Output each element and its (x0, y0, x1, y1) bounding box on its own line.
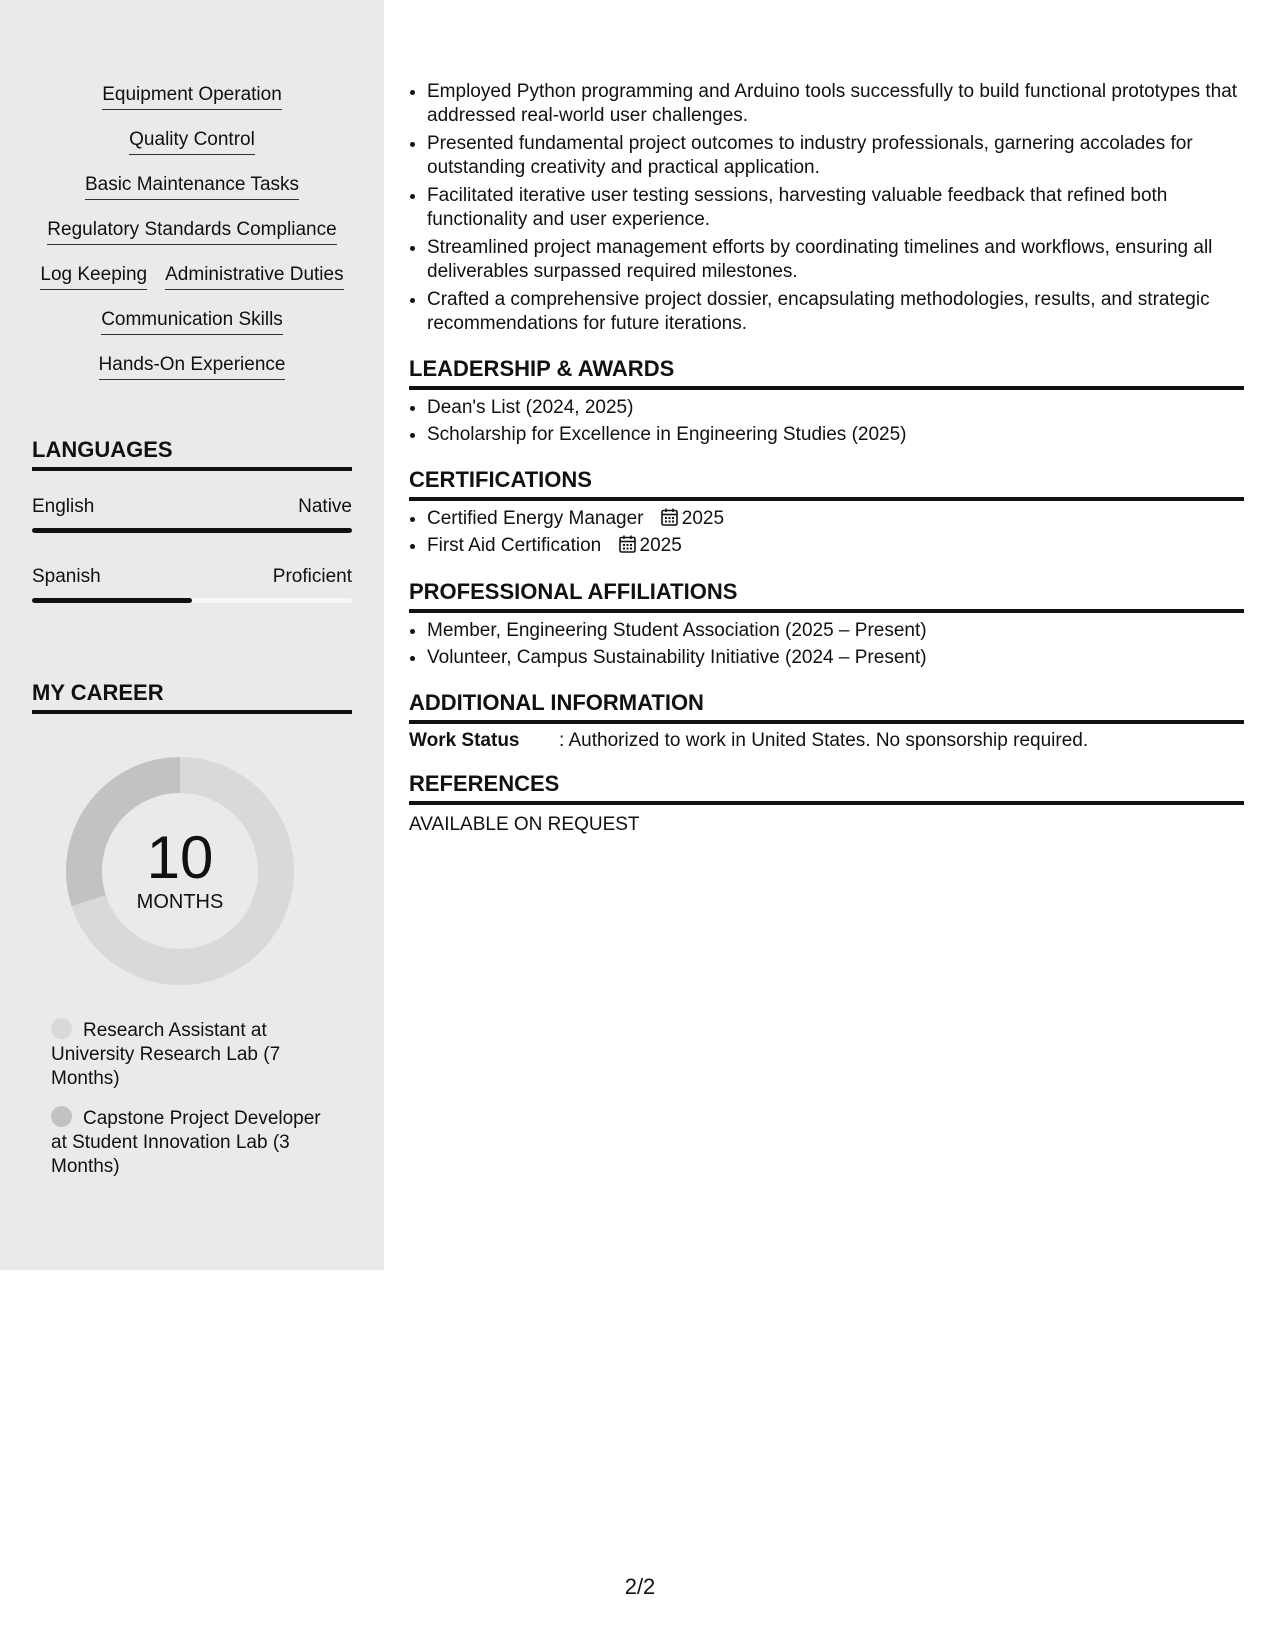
skill-tag: Administrative Duties (165, 264, 343, 290)
career-total (66, 826, 294, 914)
legend-dot (51, 1018, 72, 1039)
experience-bullet: • Crafted a comprehensive project dossier, encapsulating methodologies, results, and strategic recommendations for future iterations. (427, 288, 1244, 336)
references-heading: REFERENCES (409, 771, 1244, 805)
work-status-row (409, 729, 1244, 753)
references-text: AVAILABLE ON REQUEST (409, 814, 640, 835)
affiliation-item: • Member, Engineering Student Association (2025 – Present) (427, 619, 1244, 643)
skill-tag: Communication Skills (101, 309, 283, 335)
calendar-icon (661, 508, 678, 526)
affiliations-heading: PROFESSIONAL AFFILIATIONS (409, 579, 1244, 613)
language-item-spanish (32, 566, 352, 603)
career-legend-item (51, 1106, 331, 1179)
career-legend-item (51, 1018, 331, 1091)
career-legend (51, 1018, 331, 1194)
leadership-heading: LEADERSHIP & AWARDS (409, 356, 1244, 390)
affiliation-item: • Volunteer, Campus Sustainability Initiative (2024 – Present) (427, 646, 1244, 670)
additional-info-heading: ADDITIONAL INFORMATION (409, 690, 1244, 724)
certifications-heading: CERTIFICATIONS (409, 467, 1244, 501)
skill-tag: Basic Maintenance Tasks (85, 174, 299, 200)
leadership-item: • Scholarship for Excellence in Engineering Studies (2025) (427, 423, 1244, 447)
language-name: Spanish (32, 566, 101, 587)
skill-row (0, 84, 384, 129)
experience-bullet: • Streamlined project management efforts by coordinating timelines and workflows, ensuring all deliverables surpassed required milestones. (427, 236, 1244, 284)
language-bar (32, 528, 352, 533)
skill-row (0, 264, 384, 309)
skills-list (0, 84, 384, 399)
language-item-english (32, 496, 352, 533)
experience-bullet: • Facilitated iterative user testing sessions, harvesting valuable feedback that refined both functionality and user experience. (427, 184, 1244, 232)
languages-heading: LANGUAGES (32, 437, 352, 471)
skill-row (0, 174, 384, 219)
career-legend-label: Capstone Project Developer at Student Innovation Lab (3 Months) (51, 1108, 321, 1177)
calendar-icon (619, 535, 636, 553)
certifications-list (409, 507, 1244, 561)
skill-row (0, 309, 384, 354)
affiliations-list (409, 619, 1244, 673)
certification-name: Certified Energy Manager (427, 508, 644, 529)
language-bar-fill (32, 528, 352, 533)
page-number: 2/2 (624, 1574, 656, 1599)
language-level: Proficient (272, 566, 352, 587)
legend-dot (51, 1106, 72, 1127)
skill-row (0, 219, 384, 264)
career-total-unit: MONTHS (136, 891, 224, 913)
skill-tag: Regulatory Standards Compliance (47, 219, 336, 245)
sidebar (0, 0, 384, 1270)
language-bar-fill (32, 598, 192, 603)
certification-year: 2025 (639, 535, 682, 556)
language-name: English (32, 496, 95, 517)
certification-item (427, 507, 1244, 531)
language-bar (32, 598, 352, 603)
work-status-label: Work Status (409, 730, 520, 751)
leadership-list (409, 396, 1244, 450)
experience-bullet: • Employed Python programming and Arduino tools successfully to build functional prototypes that addressed real-world user challenges. (427, 80, 1244, 128)
leadership-item: • Dean's List (2024, 2025) (427, 396, 1244, 420)
career-heading: MY CAREER (32, 680, 352, 714)
career-legend-label: Research Assistant at University Research Lab (7 Months) (51, 1020, 281, 1089)
skill-tag: Quality Control (129, 129, 255, 155)
skill-tag: Log Keeping (40, 264, 147, 290)
certification-item (427, 534, 1244, 558)
experience-bullets (409, 80, 1244, 340)
certification-name: First Aid Certification (427, 535, 602, 556)
career-total-value: 10 (146, 824, 214, 891)
skill-tag: Hands-On Experience (99, 354, 286, 380)
certification-year: 2025 (681, 508, 725, 529)
skill-row (0, 354, 384, 399)
experience-bullet: • Presented fundamental project outcomes to industry professionals, garnering accolades for outstanding creativity and practical application. (427, 132, 1244, 180)
skill-row (0, 129, 384, 174)
language-level: Native (298, 496, 352, 517)
work-status-value: : Authorized to work in United States. No sponsorship required. (559, 730, 1089, 751)
skill-tag: Equipment Operation (102, 84, 282, 110)
